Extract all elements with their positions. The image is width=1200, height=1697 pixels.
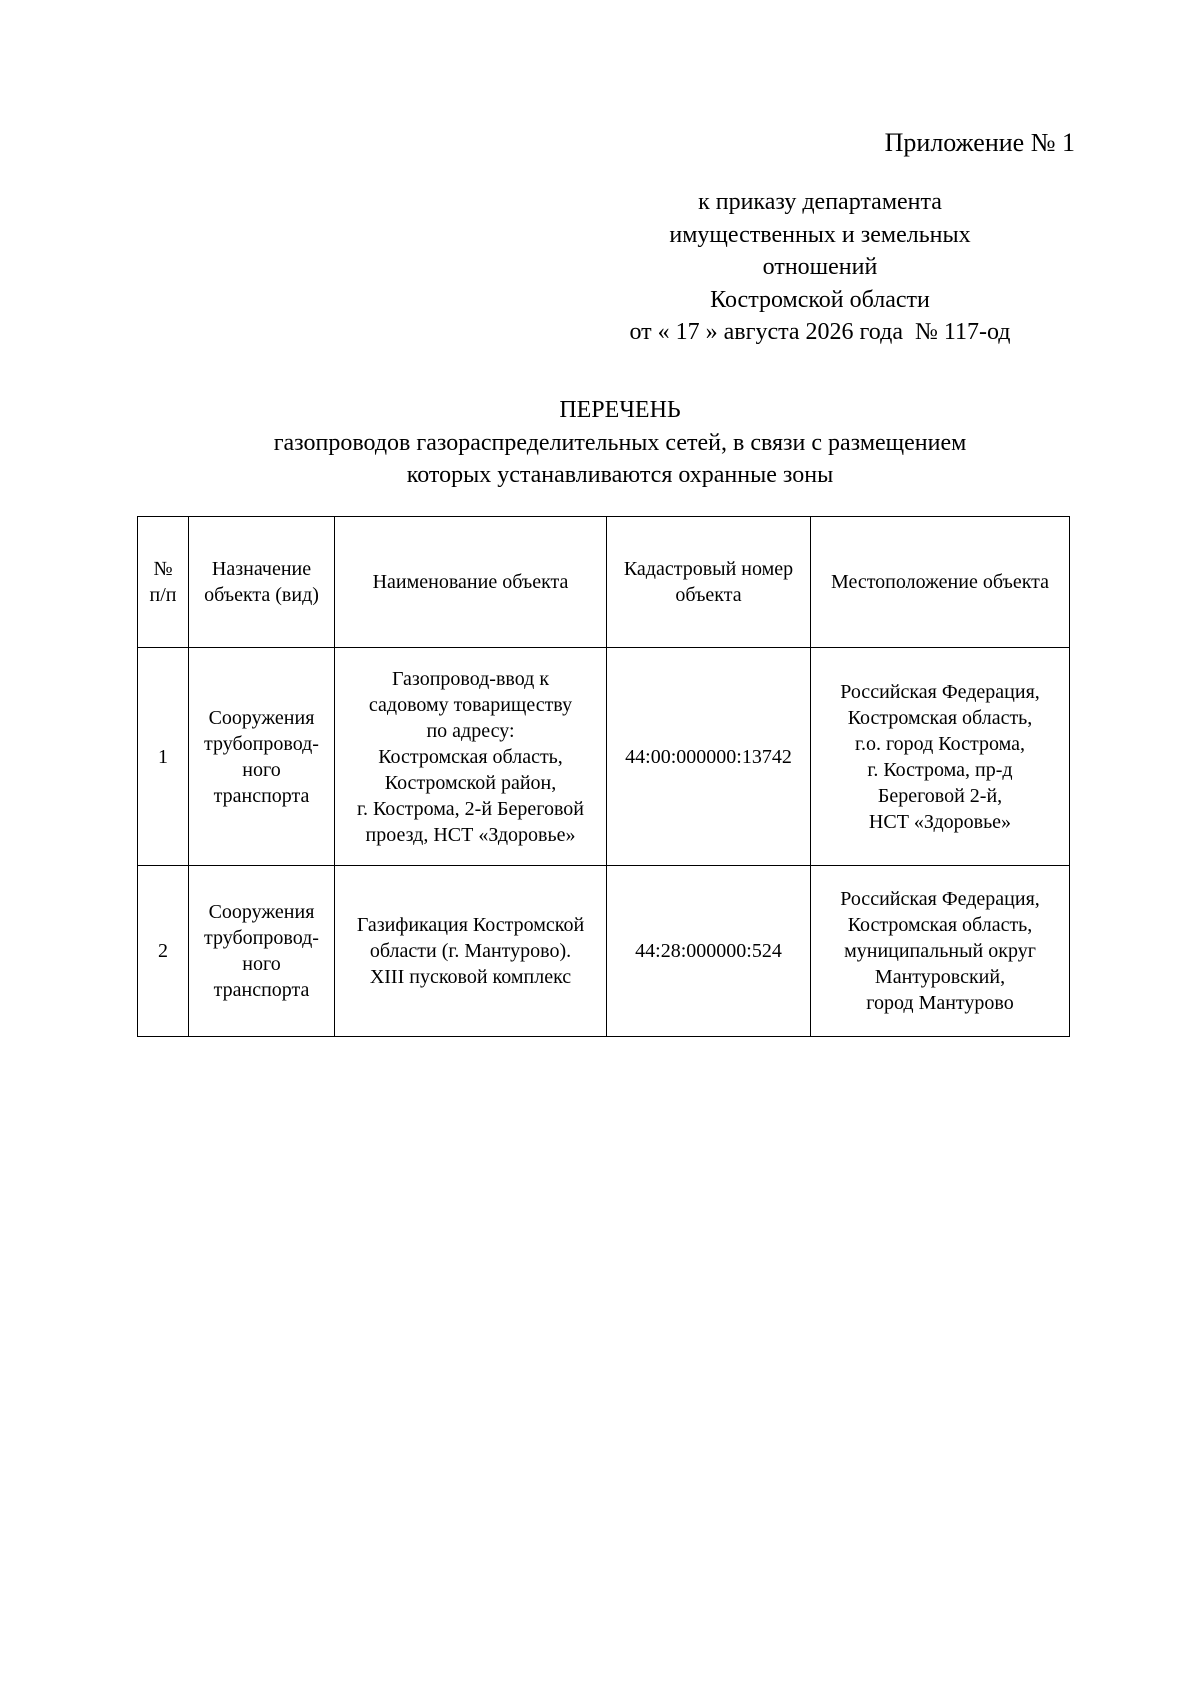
order-ref-line: отношений [762,254,878,280]
cell-cadastral-number: 44:28:000000:524 [607,866,811,1037]
cell-location: Российская Федерация, Костромская область, г.о. город Кострома, г. Кострома, пр-д Береговой 2-й, НСТ «Здоровье» [811,648,1070,866]
cell-cadastral-number: 44:00:000000:13742 [607,648,811,866]
cell-object-name: Газопровод-ввод к садовому товариществу по адресу: Костромская область, Костромской район, г. Кострома, 2-й Береговой проезд, НСТ «Здоровье» [335,648,607,866]
cell-purpose: Сооружения трубопровод- ного транспорта [189,648,335,866]
header-location: Местоположение объекта [811,517,1070,648]
cell-object-name: Газификация Костромской области (г. Мантурово). XIII пусковой комплекс [335,866,607,1037]
table-row [138,648,1070,866]
cell-number: 2 [138,866,189,1037]
order-date: от « 17 » августа 2026 года [629,319,903,345]
header-purpose: Назначение объекта (вид) [189,517,335,648]
table-header-row [138,517,1070,648]
list-subtitle-line: газопроводов газораспределительных сетей, в связи с размещением [273,429,967,456]
cell-purpose: Сооружения трубопровод- ного транспорта [189,866,335,1037]
list-subtitle-line: которых устанавливаются охранные зоны [406,462,834,488]
list-heading [100,394,1140,492]
order-date-number-line [560,316,1080,349]
header-cadastral-number: Кадастровый номер объекта [607,517,811,648]
list-title: ПЕРЕЧЕНЬ [559,397,681,423]
cell-location: Российская Федерация, Костромская область, муниципальный округ Мантуровский, город Мантурово [811,866,1070,1037]
order-ref-line: к приказу департамента [698,189,942,215]
order-ref-line: имущественных и земельных [669,221,971,248]
order-ref-line: Костромской области [710,286,930,313]
cell-number: 1 [138,648,189,866]
table-row [138,866,1070,1037]
appendix-title: Приложение № 1 [884,128,1075,157]
header-number: № п/п [138,517,189,648]
header-object-name: Наименование объекта [335,517,607,648]
order-reference [560,186,1080,349]
order-number: № 117-од [914,319,1011,345]
objects-table [137,516,1070,1037]
